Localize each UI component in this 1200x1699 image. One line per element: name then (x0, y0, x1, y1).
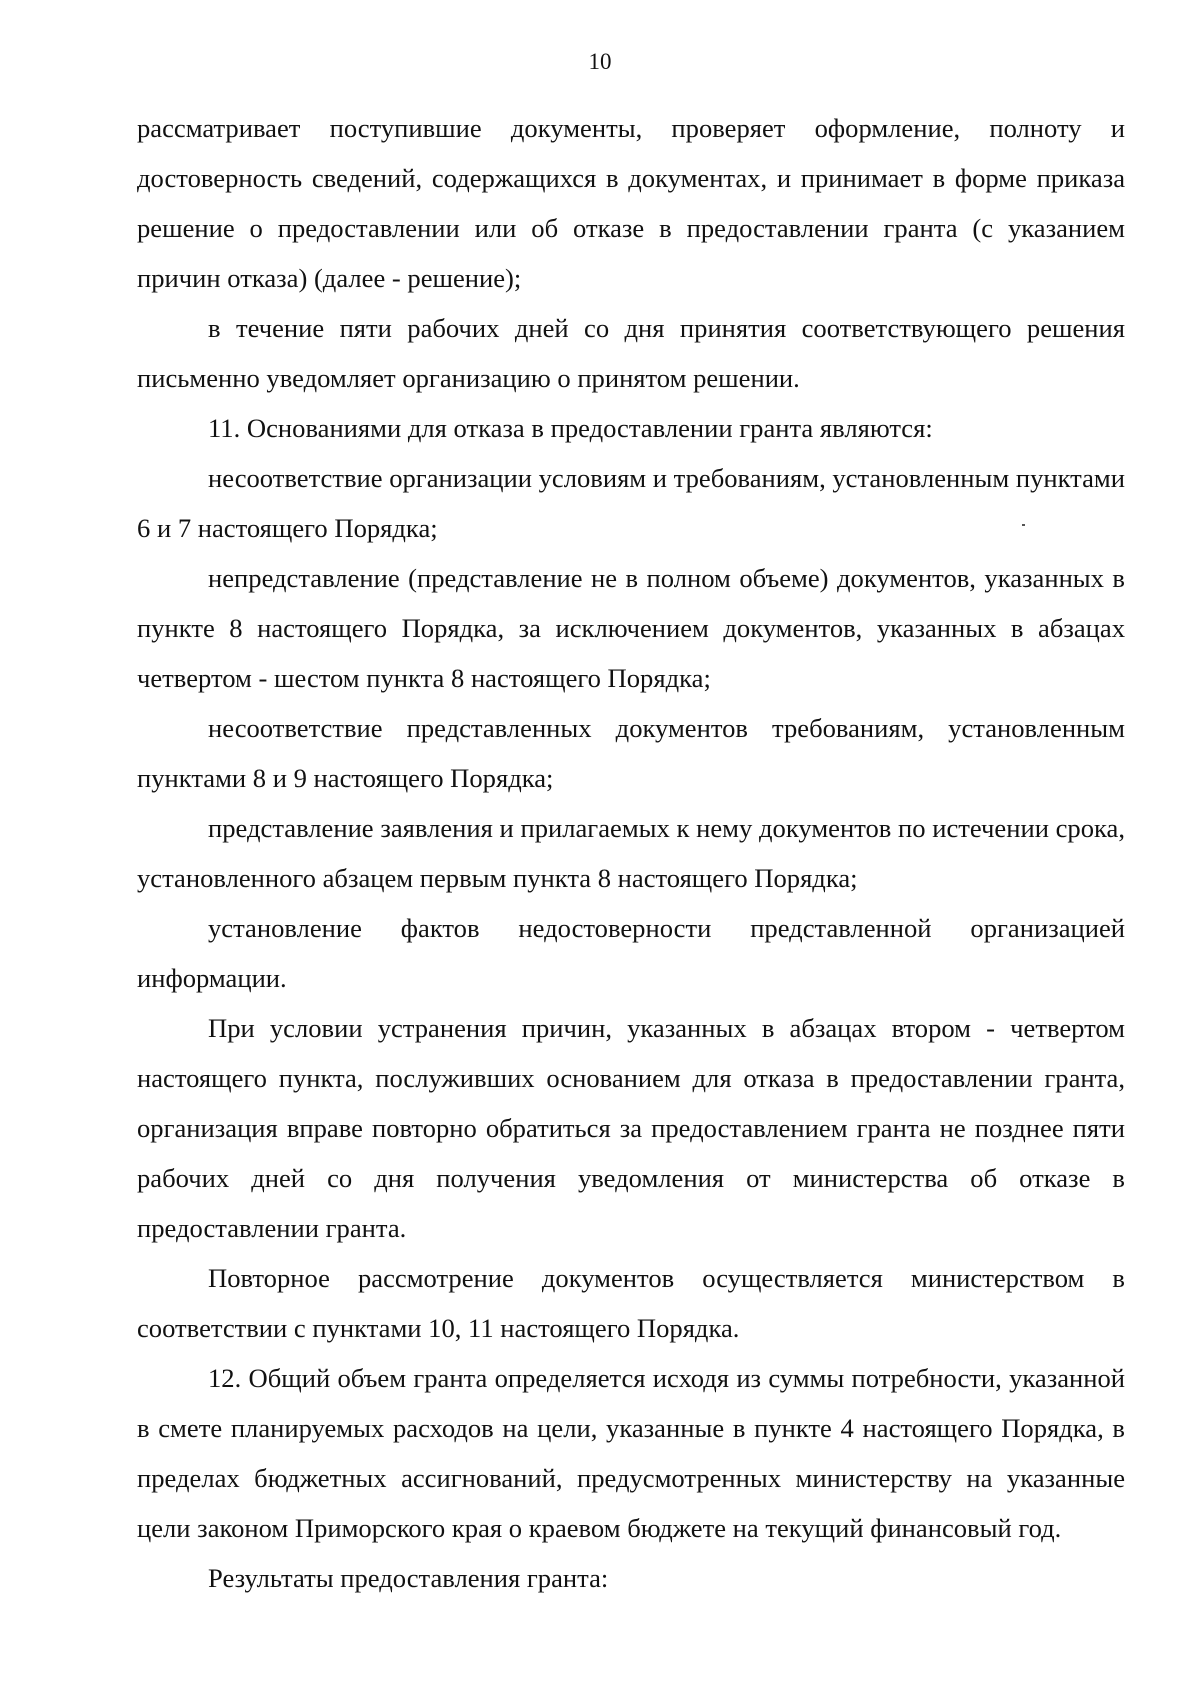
paragraph-refusal-ground-5: установление фактов недостоверности представленной организацией информации. (137, 913, 1125, 993)
paragraph-refusal-ground-2: непредставление (представление не в полном объеме) документов, указанных в пункте 8 настоящего Порядка, за исключением документов, указанных в абзацах четвертом - шестом пункта 8 настоящего Порядка; (137, 563, 1125, 693)
paragraph-repeat-review: Повторное рассмотрение документов осуществляется министерством в соответствии с пунктами 10, 11 настоящего Порядка. (137, 1263, 1125, 1343)
paragraph-refusal-ground-4: представление заявления и прилагаемых к нему документов по истечении срока, установленного абзацем первым пункта 8 настоящего Порядка; (137, 813, 1125, 893)
scan-speck (1022, 524, 1025, 526)
paragraph-reapplication: При условии устранения причин, указанных в абзацах втором - четвертом настоящего пункта, послуживших основанием для отказа в предоставлении гранта, организация вправе повторно обратиться за предоставлением гранта не позднее пяти рабочих дней со дня получения уведомления от министерства об отказе в предоставлении гранта. (137, 1013, 1125, 1243)
paragraph-refusal-ground-1: несоответствие организации условиям и требованиям, установленным пунктами 6 и 7 настоящего Порядка; (137, 463, 1125, 543)
paragraph-grant-volume: 12. Общий объем гранта определяется исходя из суммы потребности, указанной в смете планируемых расходов на цели, указанные в пункте 4 настоящего Порядка, в пределах бюджетных ассигнований, предусмотренных министерству на указанные цели законом Приморского края о краевом бюджете на текущий финансовый год. (137, 1363, 1125, 1543)
paragraph-refusal-ground-3: несоответствие представленных документов требованиям, установленным пунктами 8 и 9 настоящего Порядка; (137, 713, 1125, 793)
page-number: 10 (588, 49, 612, 74)
paragraph-refusal-grounds-heading: 11. Основаниями для отказа в предоставлении гранта являются: (208, 413, 933, 443)
document-body (137, 103, 1125, 1603)
paragraph-notify: в течение пяти рабочих дней со дня принятия соответствующего решения письменно уведомляет организацию о принятом решении. (137, 313, 1125, 393)
paragraph-grant-results: Результаты предоставления гранта: (208, 1563, 609, 1593)
paragraph-continuation: рассматривает поступившие документы, проверяет оформление, полноту и достоверность сведений, содержащихся в документах, и принимает в форме приказа решение о предоставлении или об отказе в предоставлении гранта (с указанием причин отказа) (далее - решение); (137, 113, 1125, 293)
